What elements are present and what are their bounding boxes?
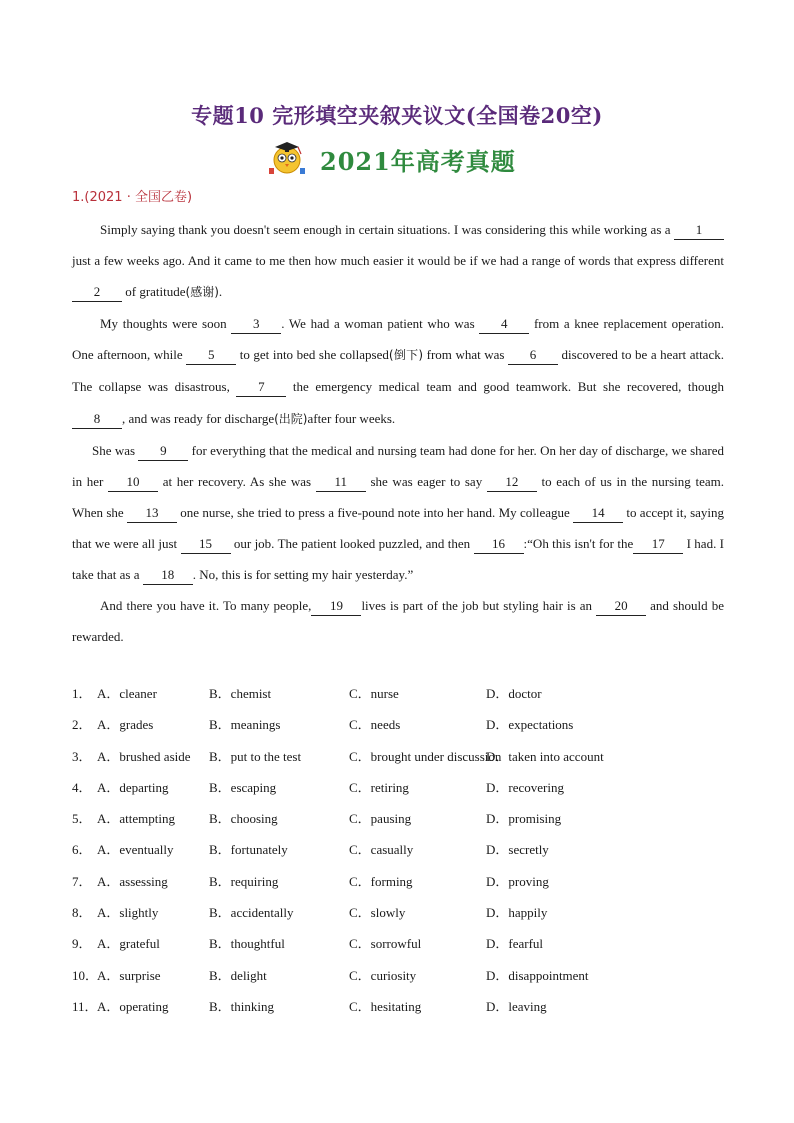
option-d[interactable]: D．disappointment [486,967,589,983]
option-row-3 [72,741,732,772]
option-a[interactable]: A．cleaner [97,686,157,701]
passage-text: She was [92,442,139,458]
option-d[interactable]: D．secretly [486,842,549,858]
option-d[interactable]: D．proving [486,873,549,889]
option-b[interactable]: B．delight [209,967,267,983]
option-a[interactable]: A．assessing [97,873,168,889]
option-d[interactable]: D．taken into account [486,748,604,764]
option-d[interactable]: D．fearful [486,936,544,952]
option-a[interactable]: A．grateful [97,936,160,952]
question-number: 8． [72,905,92,921]
question-number: 10． [72,967,99,983]
option-a[interactable]: A．surprise [97,967,161,983]
passage-text: :“Oh this isn't for the [523,535,634,551]
option-c[interactable]: C．needs [349,717,401,733]
option-b[interactable]: B．thinking [209,998,275,1014]
option-a[interactable]: A．operating [97,998,169,1014]
exam-subtitle: 2021年高考真题 [320,147,516,176]
paragraph-4 [72,590,724,652]
passage-text: one nurse, she tried to press a five-pound note into her hand. My colleague [176,504,574,520]
passage-text: My thoughts were soon [100,316,232,332]
option-row-6 [72,834,732,865]
blank-3[interactable]: 3 [231,315,281,334]
paragraph-1 [72,214,724,308]
passage-text: and should be rewarded. [72,598,725,645]
option-row-1 [72,678,732,709]
option-row-5 [72,803,732,834]
option-b[interactable]: B．choosing [209,811,278,827]
question-number: 11． [72,998,98,1014]
option-b[interactable]: B．accidentally [209,905,294,921]
option-row-11 [72,991,732,1022]
option-c[interactable]: C．retiring [349,779,409,795]
option-b[interactable]: B．meanings [209,717,281,733]
option-b[interactable]: B．requiring [209,873,279,889]
option-d[interactable]: D．doctor [486,686,542,701]
option-c[interactable]: C．nurse [349,686,399,701]
passage-text: of gratitude [122,284,186,300]
option-c[interactable]: C．sorrowful [349,936,422,952]
passage-text: to accept it, saying that we were all just [72,504,725,551]
option-c[interactable]: C．forming [349,873,413,889]
option-c[interactable]: C．brought under discussion [349,748,502,764]
chinese-gloss: (倒下) [388,348,424,363]
option-row-9 [72,928,732,959]
chinese-gloss: (感谢) [185,285,219,300]
blank-1[interactable]: 1 [674,221,724,240]
answer-options [72,678,732,1022]
option-b[interactable]: B．thoughtful [209,936,285,952]
passage-text: just a few weeks ago. And it came to me then how much easier it would be if we had a range of words that express different [72,253,724,269]
paragraph-2 [72,308,724,434]
option-row-8 [72,897,732,928]
blank-4[interactable]: 4 [479,315,529,334]
question-number: 9． [72,936,92,952]
blank-19[interactable]: 19 [311,597,361,616]
question-number: 3． [72,748,92,764]
option-a[interactable]: A．brushed aside [97,748,191,764]
blank-20[interactable]: 20 [596,597,646,616]
passage-text: . [218,284,223,300]
blank-9[interactable]: 9 [138,442,188,461]
passage-text: she was eager to say [365,473,487,489]
question-number: 6． [72,842,92,858]
passage-text: from what was [423,347,509,363]
blank-8[interactable]: 8 [72,410,122,429]
option-row-7 [72,866,732,897]
question-number: 4． [72,779,92,795]
page-title: 专题10 完形填空夹叙夹议文(全国卷20空) [191,103,603,128]
option-d[interactable]: D．happily [486,905,548,921]
owl-mascot-icon [265,138,309,176]
blank-10[interactable]: 10 [108,473,158,492]
passage-text: to each of us in the nursing team. When she [72,473,724,520]
passage-text: lives is part of the job but styling hair is an [361,598,597,614]
option-c[interactable]: C．slowly [349,905,406,921]
option-row-2 [72,709,732,740]
passage-text: after four weeks. [307,410,396,426]
option-row-10 [72,960,732,991]
blank-11[interactable]: 11 [316,473,366,492]
passage-text: for everything that the medical and nursing team had done for her. On her day of discharge, we shared in her [72,442,725,489]
question-number: 5． [72,811,92,827]
option-row-4 [72,772,732,803]
blank-15[interactable]: 15 [181,535,231,554]
passage-text: I had. I take that as a [72,535,725,583]
blank-5[interactable]: 5 [186,346,236,365]
option-d[interactable]: D．recovering [486,779,564,795]
option-b[interactable]: B．fortunately [209,842,288,858]
question-source: 1.(2021 · 全国乙卷) [72,190,193,205]
blank-14[interactable]: 14 [573,504,623,523]
chinese-gloss: (出院) [274,411,308,426]
option-a[interactable]: A．departing [97,779,169,795]
question-number: 1． [72,686,92,701]
passage-text: . We had a woman patient who was [281,316,480,332]
option-c[interactable]: C．curiosity [349,967,417,983]
blank-7[interactable]: 7 [236,378,286,397]
passage-text: the emergency medical team and good teamwork. But she recovered, though [286,379,724,395]
option-c[interactable]: C．hesitating [349,998,422,1014]
option-a[interactable]: A．grades [97,717,154,733]
passage-text: . No, this is for setting my hair yesterday.” [192,567,414,583]
blank-6[interactable]: 6 [508,346,558,365]
question-number: 7． [72,873,92,889]
passage-text: to get into bed she collapsed [236,347,389,363]
option-d[interactable]: D．promising [486,811,562,827]
option-d[interactable]: D．leaving [486,998,547,1014]
passage-text: our job. The patient looked puzzled, and then [230,535,474,551]
blank-2[interactable]: 2 [72,283,122,302]
subtitle-banner [265,138,535,178]
option-b[interactable]: B．chemist [209,686,272,701]
blank-12[interactable]: 12 [487,473,537,492]
blank-17[interactable]: 17 [633,535,683,554]
passage-text: at her recovery. As she was [158,473,316,489]
option-a[interactable]: A．attempting [97,811,175,827]
option-b[interactable]: B．put to the test [209,748,302,764]
blank-18[interactable]: 18 [143,566,193,585]
option-c[interactable]: C．pausing [349,811,412,827]
blank-16[interactable]: 16 [474,535,524,554]
passage-text: , and was ready for discharge [122,410,275,426]
option-a[interactable]: A．eventually [97,842,174,858]
option-b[interactable]: B．escaping [209,779,277,795]
cloze-passage [72,214,724,652]
blank-13[interactable]: 13 [127,504,177,523]
option-d[interactable]: D．expectations [486,717,574,733]
paragraph-3 [72,435,724,590]
passage-text: discovered to be a heart attack. The collapse was disastrous, [72,347,724,395]
passage-text: Simply saying thank you doesn't seem enough in certain situations. I was considering this while working as a [100,222,674,237]
option-a[interactable]: A．slightly [97,905,159,921]
passage-text: And there you have it. To many people, [100,598,312,614]
option-c[interactable]: C．casually [349,842,414,858]
question-number: 2． [72,717,92,733]
passage-text: from a knee replacement operation. One afternoon, while [72,316,724,363]
